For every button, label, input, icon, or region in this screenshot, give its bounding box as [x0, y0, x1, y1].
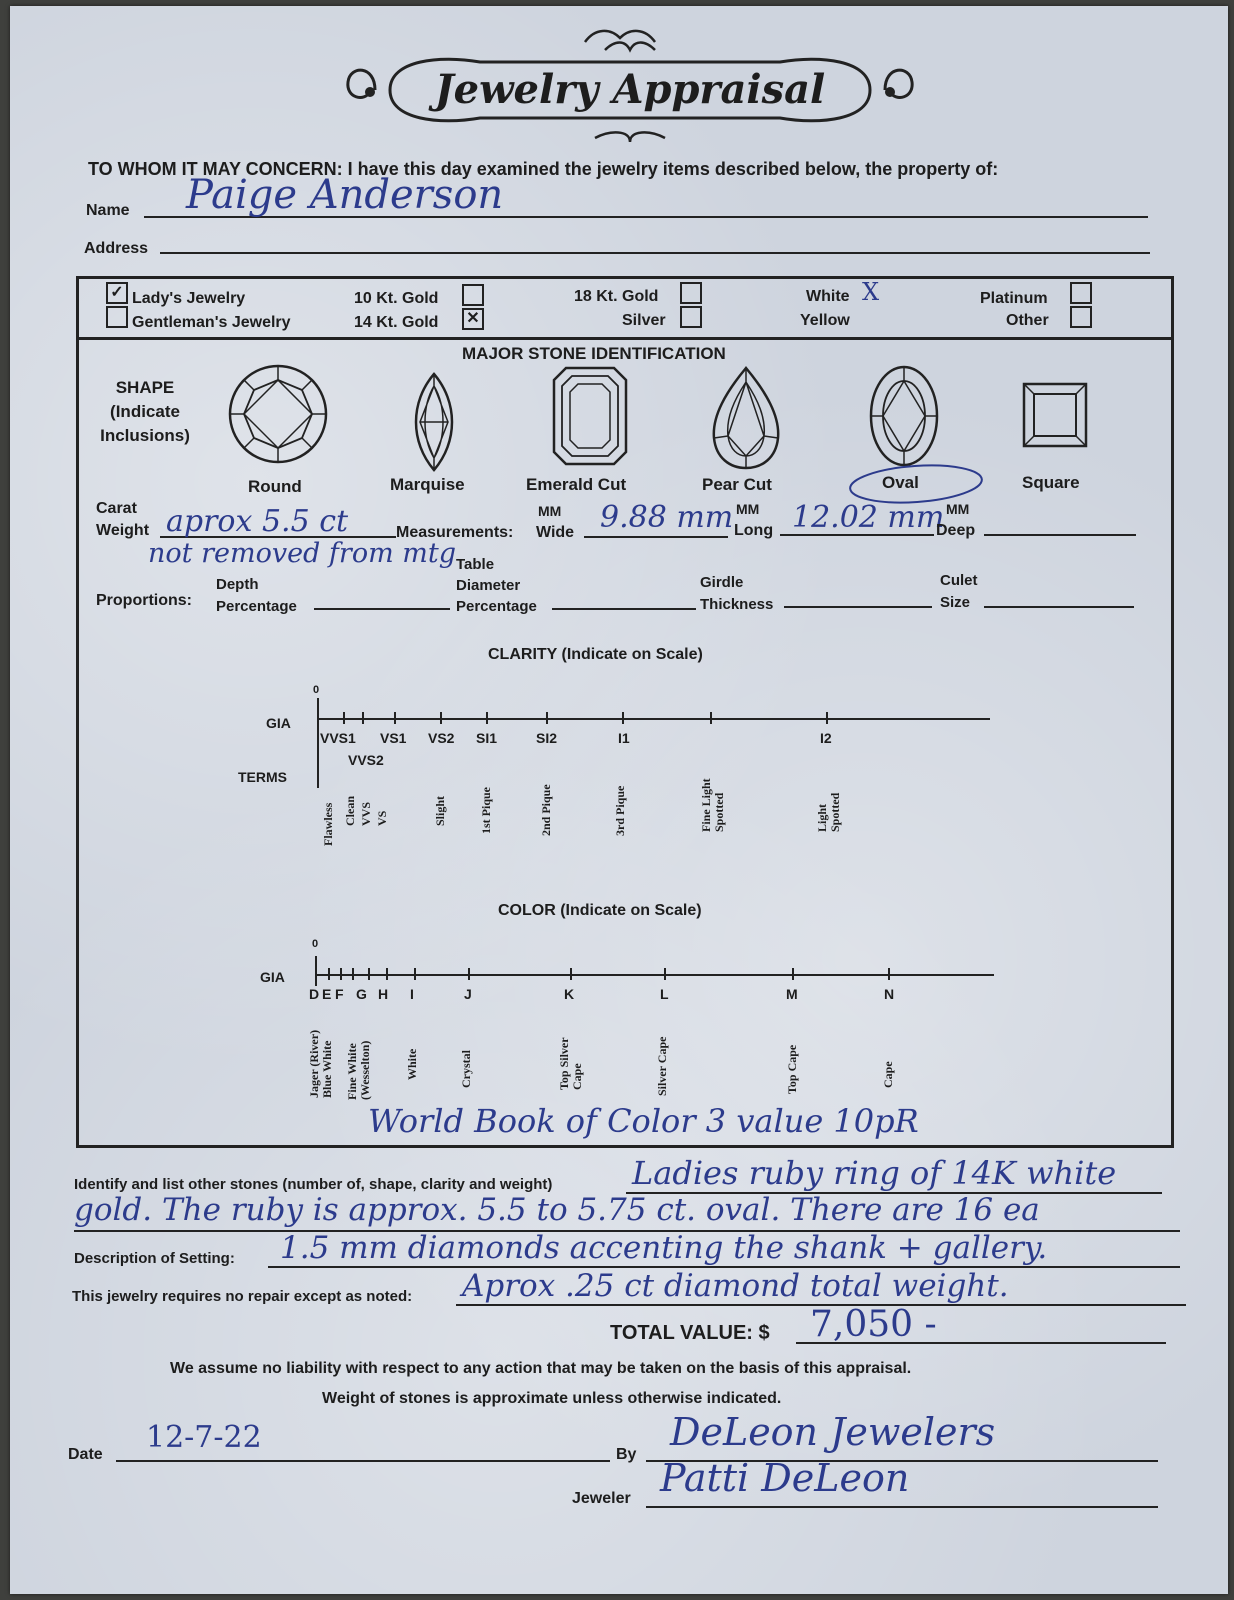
clarity-grade-si2: SI2 — [536, 730, 558, 746]
clarity-grade-si1: SI1 — [476, 730, 498, 746]
color-term-top-silver-cape: Top Silver Cape — [557, 1037, 584, 1090]
carat-label: Carat — [96, 500, 137, 517]
pear-cut-icon — [710, 366, 782, 470]
other-stones-value-2: gold. The ruby is approx. 5.5 to 5.75 ct. oval. There are 16 ea — [74, 1192, 1040, 1228]
clarity-tick — [546, 712, 548, 724]
14kt-gold-label: 14 Kt. Gold — [354, 314, 439, 331]
color-grade-g: G — [356, 986, 367, 1002]
18kt-gold-label: 18 Kt. Gold — [574, 288, 659, 305]
clarity-tick — [622, 712, 624, 724]
clarity-scale-start — [317, 698, 319, 788]
clarity-tick — [394, 712, 396, 724]
proportions-label: Proportions: — [96, 592, 192, 609]
clarity-term-flawless: Flawless — [321, 802, 335, 846]
shape-oval-label: Oval — [882, 473, 919, 492]
girdle-label-1: Girdle — [700, 574, 744, 591]
clarity-term-fine-light-spotted: Fine Light Spotted — [699, 778, 726, 832]
shape-square-label: Square — [1022, 473, 1080, 492]
repair-value: Aprox .25 ct diamond total weight. — [462, 1268, 1009, 1304]
clarity-tick — [440, 712, 442, 724]
10kt-gold-checkbox[interactable] — [462, 284, 484, 306]
depth-line — [314, 608, 450, 610]
ladys-jewelry-label: Lady's Jewelry — [132, 290, 246, 307]
repair-label: This jewelry requires no repair except as noted: — [72, 1288, 413, 1305]
name-label: Name — [86, 202, 130, 219]
color-grade-d: D — [309, 986, 320, 1002]
platinum-checkbox[interactable] — [1070, 282, 1092, 304]
clarity-scale-line — [318, 718, 990, 720]
18kt-gold-checkbox[interactable] — [680, 282, 702, 304]
other-stones-label: Identify and list other stones (number of, shape, clarity and weight) — [74, 1176, 553, 1193]
clarity-tick — [362, 712, 364, 724]
clarity-grade-vs1: VS1 — [380, 730, 407, 746]
frame-divider — [79, 337, 1171, 340]
clarity-tick — [343, 712, 345, 724]
gentlemans-jewelry-checkbox[interactable] — [106, 306, 128, 328]
by-value: DeLeon Jewelers — [670, 1410, 996, 1454]
clarity-term-vvs: VVS — [359, 801, 373, 826]
gentlemans-jewelry-label: Gentleman's Jewelry — [132, 314, 291, 331]
table-line — [552, 608, 696, 610]
silver-checkbox[interactable] — [680, 306, 702, 328]
setting-label: Description of Setting: — [74, 1250, 235, 1267]
color-grade-n: N — [884, 986, 895, 1002]
girdle-line — [784, 606, 932, 608]
white-label: White — [806, 288, 850, 305]
setting-value: 1.5 mm diamonds accenting the shank + gallery. — [280, 1230, 1048, 1266]
clarity-grade-i1: I1 — [618, 730, 630, 746]
culet-line — [984, 606, 1134, 608]
round-diamond-icon — [226, 362, 330, 466]
color-tick — [888, 968, 890, 980]
clarity-grade-vvs2: VVS2 — [348, 752, 384, 768]
color-term-top-cape: Top Cape — [785, 1044, 799, 1094]
color-grade-j: J — [464, 986, 472, 1002]
color-tick — [386, 968, 388, 980]
jeweler-signature: Patti DeLeon — [660, 1456, 910, 1500]
marquise-diamond-icon — [406, 372, 462, 472]
clarity-term-vs: VS — [375, 810, 389, 826]
measurements-label: Measurements: — [396, 524, 514, 541]
shape-pear-label: Pear Cut — [702, 475, 772, 494]
color-grade-h: H — [378, 986, 389, 1002]
shape-label: SHAPE (Indicate Inclusions) — [100, 378, 190, 445]
white-mark: X — [862, 278, 880, 306]
square-cut-icon — [1022, 382, 1088, 448]
total-value: 7,050 - — [810, 1304, 937, 1345]
color-tick — [328, 968, 330, 980]
weight-label: Weight — [96, 522, 150, 539]
table-label-1: Table — [456, 556, 495, 573]
clarity-term-3rd-pique: 3rd Pique — [613, 785, 627, 836]
table-label-3: Percentage — [456, 598, 537, 615]
disclaimer-line-1: We assume no liability with respect to any action that may be taken on the basis of this appraisal. — [170, 1360, 912, 1377]
wide-line — [584, 536, 728, 538]
appraisal-form — [10, 6, 1228, 1594]
clarity-term-2nd-pique: 2nd Pique — [539, 784, 553, 836]
clarity-tick — [826, 712, 828, 724]
color-gia-label: GIA — [260, 969, 285, 985]
wide-label: Wide — [536, 524, 575, 541]
color-term-crystal: Crystal — [459, 1050, 473, 1088]
color-term-cape: Cape — [881, 1061, 895, 1088]
emerald-cut-icon — [552, 366, 628, 466]
color-tick — [368, 968, 370, 980]
girdle-label-2: Thickness — [700, 596, 774, 613]
other-stones-value-1: Ladies ruby ring of 14K white — [632, 1154, 1117, 1192]
clarity-term-slight: Slight — [433, 795, 447, 826]
clarity-term-light-spotted: Light Spotted — [815, 792, 842, 832]
silver-label: Silver — [622, 312, 666, 329]
culet-label-2: Size — [940, 594, 971, 611]
color-note: World Book of Color 3 value 10pR — [368, 1102, 919, 1140]
color-title: COLOR (Indicate on Scale) — [498, 902, 702, 919]
intro-text: TO WHOM IT MAY CONCERN: I have this day examined the jewelry items described below, the property of: — [88, 159, 999, 179]
depth-label-2: Percentage — [216, 598, 297, 615]
color-zero: 0 — [312, 938, 319, 950]
disclaimer-line-2: Weight of stones is approximate unless otherwise indicated. — [322, 1390, 782, 1407]
major-stone-title: MAJOR STONE IDENTIFICATION — [462, 344, 726, 363]
wide-value: 9.88 mm — [600, 500, 734, 535]
mm-wide-label: MM — [538, 503, 562, 519]
color-grade-f: F — [335, 986, 344, 1002]
jeweler-line — [646, 1506, 1158, 1508]
mm-long-label: MM — [736, 501, 760, 517]
total-value-label: TOTAL VALUE: $ — [610, 1322, 770, 1344]
clarity-zero: 0 — [313, 684, 320, 696]
color-grade-l: L — [660, 986, 669, 1002]
clarity-tick — [710, 712, 712, 724]
mm-deep-label: MM — [946, 501, 970, 517]
date-value: 12-7-22 — [146, 1420, 262, 1455]
color-tick — [352, 968, 354, 980]
color-grade-e: E — [322, 986, 332, 1002]
color-term-jager: Jager (River) Blue White — [307, 1029, 334, 1098]
shape-emerald-label: Emerald Cut — [526, 475, 627, 494]
color-tick — [468, 968, 470, 980]
ladys-jewelry-checkbox[interactable]: ✓ — [106, 282, 128, 304]
weight-value: aprox 5.5 ct — [166, 504, 349, 539]
long-label: Long — [734, 522, 774, 539]
deep-line — [984, 534, 1136, 536]
color-scale-start — [315, 956, 317, 986]
color-tick — [792, 968, 794, 980]
clarity-title: CLARITY (Indicate on Scale) — [488, 646, 703, 663]
clarity-gia-label: GIA — [266, 715, 291, 731]
clarity-terms-label: TERMS — [238, 769, 287, 785]
color-scale-line — [316, 974, 994, 976]
other-metal-label: Other — [1006, 312, 1049, 329]
address-line — [160, 252, 1150, 254]
color-grade-m: M — [786, 986, 798, 1002]
form-title: Jewelry Appraisal — [434, 66, 826, 113]
clarity-term-1st-pique: 1st Pique — [479, 786, 493, 834]
color-tick — [664, 968, 666, 980]
color-tick — [570, 968, 572, 980]
color-grade-i: I — [410, 986, 414, 1002]
date-line — [116, 1460, 610, 1462]
color-tick — [340, 968, 342, 980]
jeweler-label: Jeweler — [572, 1490, 631, 1507]
clarity-grade-vvs1: VVS1 — [320, 730, 356, 746]
by-label: By — [616, 1446, 637, 1463]
yellow-label: Yellow — [800, 312, 850, 329]
color-grade-k: K — [564, 986, 575, 1002]
color-term-fine-white: Fine White (Wesselton) — [345, 1040, 372, 1100]
owner-name: Paige Anderson — [186, 172, 504, 218]
14kt-gold-checkbox[interactable]: ✕ — [462, 308, 484, 330]
weight-note: not removed from mtg — [148, 538, 456, 569]
color-tick — [414, 968, 416, 980]
color-term-silver-cape: Silver Cape — [655, 1036, 669, 1096]
culet-label-1: Culet — [940, 572, 978, 589]
clarity-grade-vs2: VS2 — [428, 730, 455, 746]
clarity-grade-i2: I2 — [820, 730, 832, 746]
clarity-tick — [486, 712, 488, 724]
deep-label: Deep — [936, 522, 976, 539]
date-label: Date — [68, 1446, 103, 1463]
platinum-label: Platinum — [980, 290, 1048, 307]
shape-marquise-label: Marquise — [390, 475, 465, 494]
shape-round-label: Round — [248, 477, 302, 496]
other-metal-checkbox[interactable] — [1070, 306, 1092, 328]
clarity-term-clean: Clean — [343, 796, 357, 826]
long-value: 12.02 mm — [792, 500, 945, 535]
color-term-white: White — [405, 1048, 419, 1080]
oval-cut-icon — [868, 364, 940, 468]
address-label: Address — [84, 240, 149, 257]
depth-label-1: Depth — [216, 576, 259, 593]
10kt-gold-label: 10 Kt. Gold — [354, 290, 439, 307]
table-label-2: Diameter — [456, 577, 521, 594]
